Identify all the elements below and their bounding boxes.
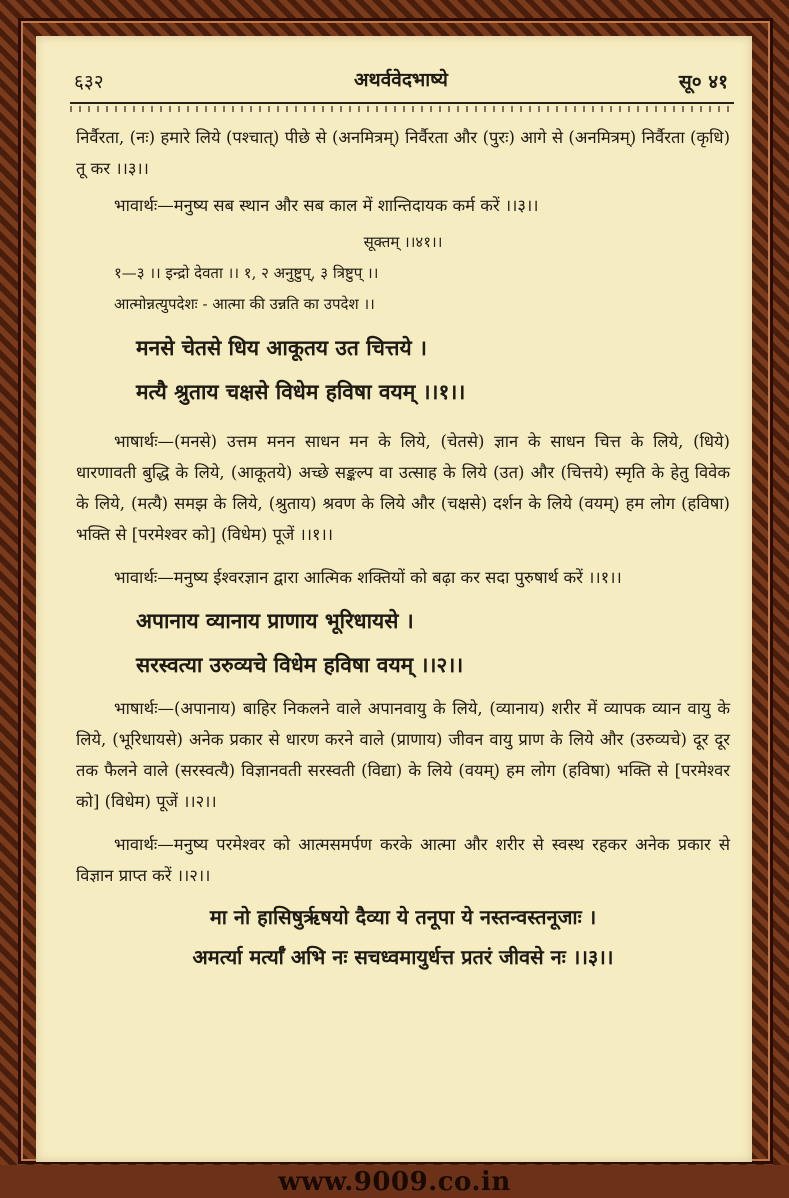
book-title: अथर्ववेदभाष्ये [354,69,448,91]
bhavartha-1: भावार्थः—मनुष्य ईश्वरज्ञान द्वारा आत्मिक शक्तियों को बढ़ा कर सदा पुरुषार्थ करें ।।१।। [114,568,622,587]
mantra-1-line-2: मत्यै श्रुताय चक्षसे विधेम हविषा वयम् ।।१।। [136,379,466,404]
bhavartha-2: भावार्थः—मनुष्य परमेश्वर को आत्मसमर्पण करके आत्मा और शरीर से स्वस्थ रहकर अनेक प्रकार से विज्ञान प्राप्त करें ।।२।। [76,835,730,885]
bhavartha-3: भावार्थः—मनुष्य सब स्थान और सब काल में शान्तिदायक कर्म करें ।।३।। [114,196,539,215]
mantra-1-line-1: मनसे चेतसे धिय आकूतय उत चित्तये । [136,335,427,360]
footer-bar [0,1165,789,1198]
book-page [36,36,752,1162]
page-header [74,62,728,98]
bhashartha-1: भाषार्थः—(मनसे) उत्तम मनन साधन मन के लिये, (चेतसे) ज्ञान के साधन चित्त के लिये, (धिये) धारणावती बुद्धि के लिये, (आकूतये) अच्छे सङ्कल्प वा उत्साह के लिये (उत) और (चित्तये) स्मृति के हेतु विवेक के लिये, (मत्यै) समझ के लिये, (श्रुताय) श्रवण के लिये और (चक्षसे) दर्शन के लिये (वयम्) हम लोग (हविषा) भक्ति से [परमेश्वर को] (विधेम) पूजें ।।१।। [76,432,730,544]
mantra-3-line-2: अमर्त्या मर्त्याँ अभि नः सचध्वमायुर्धत्त प्रतरं जीवसे नः ।।३।। [192,945,614,969]
website-link[interactable]: www.9009.co.in [278,1167,511,1197]
mantra-2-line-1: अपानाय व्यानाय प्राणाय भूरिधायसे । [136,608,414,633]
mantra-2-line-2: सरस्वत्या उरुव्यचे विधेम हविषा वयम् ।।२।। [136,652,464,677]
bhashartha-2: भाषार्थः—(अपानाय) बाहिर निकलने वाले अपानवायु के लिये, (व्यानाय) शरीर में व्यापक व्यान वायु के लिये, (भूरिधायसे) अनेक प्रकार से धारण करने वाले (प्राणाय) जीवन वायु प्राण के लिये और (उरुव्यचे) दूर दूर तक फैलने वाले (सरस्वत्यै) विज्ञानवती सरस्वती (विद्या) के लिये (वयम्) हम लोग (हविषा) भक्ति से [परमेश्वर को] (विधेम) पूजें ।।२।। [76,699,730,811]
sukta-title: सूक्तम् ।।४१।। [363,233,443,251]
sukta-reference: सू० ४१ [678,71,728,93]
mantra-3-line-1: मा नो हासिषुर्ऋषयो दैव्या ये तनूपा ये नस्तन्वस्तनूजाः । [209,905,597,929]
paragraph-continuation: निर्वैरता, (नः) हमारे लिये (पश्चात्) पीछे से (अनमित्रम्) निर्वैरता और (पुरः) आगे से (अनमित्रम्) निर्वैरता (कृधि) तू कर ।।३।। [76,128,730,178]
header-rule [70,102,734,104]
upadesha-line: आत्मोन्नत्युपदेशः - आत्मा की उन्नति का उपदेश ।। [114,295,375,313]
page-number: ६३२ [74,71,104,93]
devata-line: १—३ ।। इन्द्रो देवता ।। १, २ अनुष्टुप्, ३ त्रिष्टुप् ।। [114,264,379,282]
page-content [76,122,730,977]
header-dotted-rule [70,106,734,112]
